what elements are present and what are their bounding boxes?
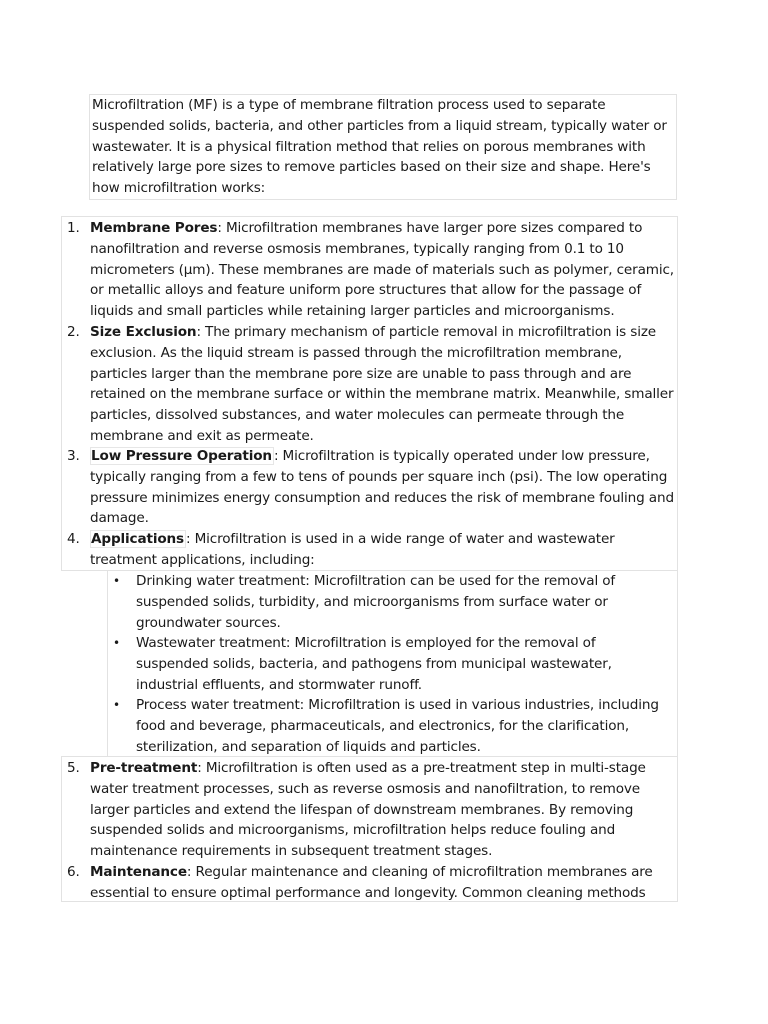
sublist-text: Drinking water treatment: Microfiltration can be used for the removal of suspended solids, turbidity, and microorganisms from surface water or groundwater sources. (136, 573, 616, 631)
list-number: 2. (67, 324, 80, 340)
sublist-text: Process water treatment: Microfiltration is used in various industries, including food and beverage, pharmaceuticals, and electronics, for the clarification, sterilization, and separation of liquids and particles. (136, 697, 659, 755)
list-number: 6. (67, 864, 80, 880)
list-number: 5. (67, 760, 80, 776)
list-term: Maintenance (90, 864, 187, 880)
list-number: 1. (67, 220, 80, 236)
list-term: Low Pressure Operation (91, 448, 272, 464)
list-text: : Microfiltration membranes have larger pore sizes compared to nanofiltration and reverse osmosis membranes, typically ranging from 0.1 to 10 micrometers (µm). These membranes are made of materials such as polymer, ceramic, or metallic alloys and feature uniform pore structures that allow for the passage of liquids and small particles while retaining larger particles and microorganisms. (90, 220, 674, 320)
list-text: : Microfiltration is used in a wide range of water and wastewater treatment applications, including: (90, 531, 615, 568)
list-text: : Microfiltration is typically operated under low pressure, typically ranging from a few to tens of pounds per square inch (psi). The low operating pressure minimizes energy consumption and reduces the risk of membrane fouling and damage. (90, 448, 674, 527)
sublist-text: Wastewater treatment: Microfiltration is employed for the removal of suspended solids, bacteria, and pathogens from municipal wastewater, industrial effluents, and stormwater runoff. (136, 635, 612, 693)
list-text: : The primary mechanism of particle removal in microfiltration is size exclusion. As the liquid stream is passed through the microfiltration membrane, particles larger than the membrane pore size are unable to pass through and are retained on the membrane surface or within the membrane matrix. Meanwhile, smaller particles, dissolved substances, and water molecules can permeate through the membrane and exit as permeate. (90, 324, 674, 444)
list-text: : Regular maintenance and cleaning of microfiltration membranes are essential to ensure optimal performance and longevity. Common cleaning methods (90, 864, 653, 901)
bullet: • (113, 574, 120, 588)
list-number: 3. (67, 448, 80, 464)
list-term: Membrane Pores (90, 220, 218, 236)
list-term: Applications (91, 531, 184, 547)
list-text: : Microfiltration is often used as a pre-treatment step in multi-stage water treatment processes, such as reverse osmosis and nanofiltration, to remove larger particles and extend the lifespan of downstream membranes. By removing suspended solids and microorganisms, microfiltration helps reduce fouling and maintenance requirements in subsequent treatment stages. (90, 760, 646, 860)
list-number: 4. (67, 531, 80, 547)
bullet: • (113, 636, 120, 650)
intro-paragraph: Microfiltration (MF) is a type of membrane filtration process used to separate suspended solids, bacteria, and other particles from a liquid stream, typically water or wastewater. It is a physical filtration method that relies on porous membranes with relatively large pore sizes to remove particles based on their size and shape. Here's how microfiltration works: (89, 94, 677, 200)
list-term: Pre-treatment (90, 760, 198, 776)
bullet: • (113, 698, 120, 712)
list-term: Size Exclusion (90, 324, 197, 340)
